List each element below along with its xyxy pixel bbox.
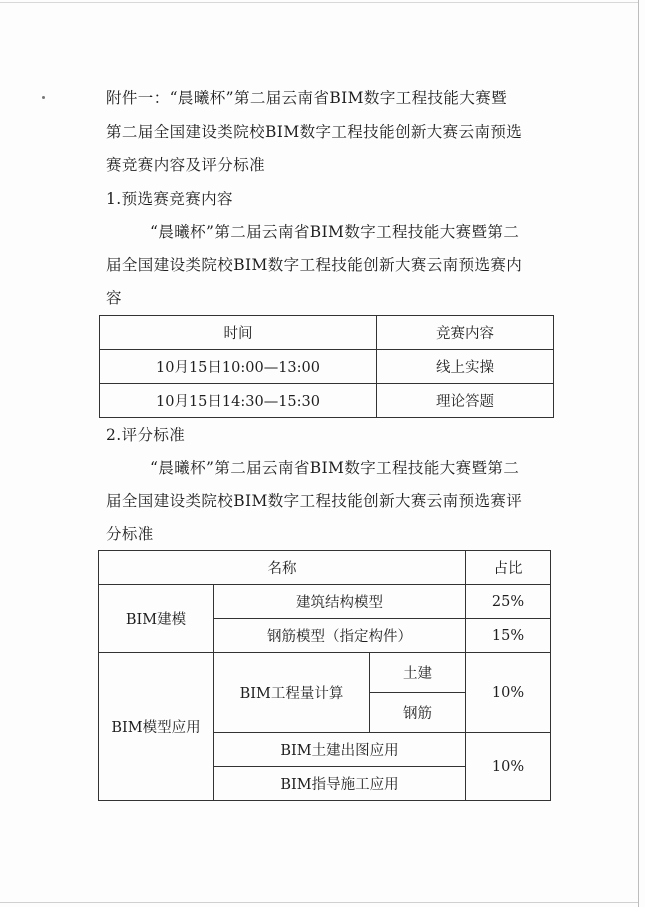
row2-content: 理论答题 <box>377 384 554 418</box>
group-bim-modeling: BIM建模 <box>99 585 214 653</box>
ratio-building-structure: 25% <box>466 585 551 619</box>
row2-time: 10月15日14:30—15:30 <box>100 384 377 418</box>
table-header-row <box>99 551 551 585</box>
table-row <box>99 653 551 693</box>
item-building-structure: 建筑结构模型 <box>214 585 466 619</box>
sub-rebar: 钢筋 <box>370 693 466 733</box>
title-line-2: 第二届全国建设类院校BIM数字工程技能创新大赛云南预选 <box>106 123 523 141</box>
schedule-table <box>99 315 554 418</box>
item-construction-guide: BIM指导施工应用 <box>214 767 466 801</box>
item-rebar-model: 钢筋模型（指定构件） <box>214 619 466 653</box>
header-content: 竞赛内容 <box>377 316 554 350</box>
group-bim-application: BIM模型应用 <box>99 653 214 801</box>
section1-heading: 1.预选赛竞赛内容 <box>106 190 233 208</box>
section2-para-line-1: “晨曦杯”第二届云南省BIM数字工程技能大赛暨第二 <box>150 459 520 477</box>
table-row <box>100 350 554 384</box>
ratio-rebar-model: 15% <box>466 619 551 653</box>
header-ratio: 占比 <box>466 551 551 585</box>
ratio-quantity-calc: 10% <box>466 653 551 733</box>
scan-speck <box>42 96 45 99</box>
scan-edge-top <box>0 2 638 3</box>
section2-para-line-2: 届全国建设类院校BIM数字工程技能创新大赛云南预选赛评 <box>106 492 523 510</box>
header-time: 时间 <box>100 316 377 350</box>
section1-para-line-3: 容 <box>106 289 122 307</box>
title-line-3: 赛竞赛内容及评分标准 <box>106 156 266 174</box>
table-row <box>100 384 554 418</box>
item-quantity-calc: BIM工程量计算 <box>214 653 370 733</box>
section1-para-line-1: “晨曦杯”第二届云南省BIM数字工程技能大赛暨第二 <box>150 223 520 241</box>
row1-content: 线上实操 <box>377 350 554 384</box>
sub-civil: 土建 <box>370 653 466 693</box>
header-name: 名称 <box>99 551 466 585</box>
row1-time: 10月15日10:00—13:00 <box>100 350 377 384</box>
scan-edge-bottom <box>0 902 638 903</box>
section1-para-line-2: 届全国建设类院校BIM数字工程技能创新大赛云南预选赛内 <box>106 256 523 274</box>
section2-para-line-3: 分标准 <box>106 525 154 543</box>
title-line-1: 附件一：“晨曦杯”第二届云南省BIM数字工程技能大赛暨 <box>106 89 508 107</box>
scan-edge-right <box>638 0 639 907</box>
section2-heading: 2.评分标准 <box>106 426 186 444</box>
scoring-table <box>98 550 551 801</box>
table-header-row <box>100 316 554 350</box>
table-row <box>99 585 551 619</box>
ratio-drawing: 10% <box>466 733 551 801</box>
item-drawing-output: BIM土建出图应用 <box>214 733 466 767</box>
